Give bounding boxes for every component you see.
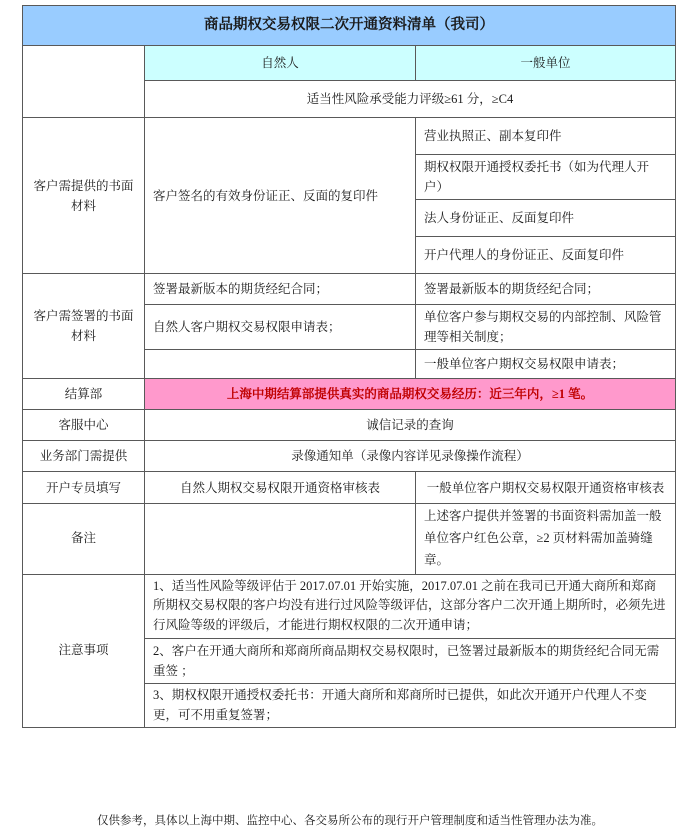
disclaimer-footer: 仅供参考，具体以上海中期、监控中心、各交易所公布的现行开户管理制度和适当性管理办法为准。 <box>97 815 603 827</box>
provide-unit-item: 期权权限开通授权委托书（如为代理人开户） <box>416 155 676 200</box>
provide-unit-item: 开户代理人的身份证正、反面复印件 <box>416 237 676 274</box>
row-label-remark: 备注 <box>23 504 145 575</box>
business-requirement: 录像通知单（录像内容详见录像操作流程） <box>145 441 676 472</box>
requirements-table <box>22 5 676 728</box>
row-label-specialist: 开户专员填写 <box>23 472 145 504</box>
row-label-settlement: 结算部 <box>23 379 145 410</box>
row-label-business: 业务部门需提供 <box>23 441 145 472</box>
header-spacer-cell <box>23 46 145 118</box>
sign-natural-item: 自然人客户期权交易权限申请表； <box>145 305 416 350</box>
row-label-sign: 客户需签署的书面材料 <box>23 274 145 379</box>
specialist-unit-cell: 一般单位客户期权交易权限开通资格审核表 <box>416 472 676 504</box>
sign-unit-item: 单位客户参与期权交易的内部控制、风险管理等相关制度； <box>416 305 676 350</box>
note-item: 2、客户在开通大商所和郑商所商品期权交易权限时，已签署过最新版本的期货经纪合同无需重签 ； <box>145 638 676 683</box>
remark-unit-cell: 上述客户提供并签署的书面资料需加盖一般单位客户红色公章，≥2 页材料需加盖骑缝章。 <box>416 504 676 575</box>
note-item: 3、期权权限开通授权委托书：开通大商所和郑商所时已提供，如此次开通开户代理人不变更，可不用重复签署； <box>145 683 676 728</box>
note-item: 1、适当性风险等级评估于 2017.07.01 开始实施，2017.07.01 之前在我司已开通大商所和郑商所期权交易权限的客户均没有进行过风险等级评估，这部分客户二次开通上期所时，必须先进行风险等级的评级后，才能进行期权权限的二次开通申请； <box>145 574 676 638</box>
provide-unit-item: 营业执照正、副本复印件 <box>416 118 676 155</box>
document-title: 商品期权交易权限二次开通资料清单（我司） <box>23 6 676 46</box>
settlement-requirement: 上海中期结算部提供真实的商品期权交易经历：近三年内，≥1 笔。 <box>145 379 676 410</box>
service-requirement: 诚信记录的查询 <box>145 410 676 441</box>
column-header-natural-person: 自然人 <box>145 46 416 81</box>
provide-natural-person-cell: 客户签名的有效身份证正、反面的复印件 <box>145 118 416 274</box>
row-label-notes: 注意事项 <box>23 574 145 728</box>
specialist-natural-cell: 自然人期权交易权限开通资格审核表 <box>145 472 416 504</box>
suitability-requirement: 适当性风险承受能力评级≥61 分，≥C4 <box>145 81 676 118</box>
sign-unit-item: 一般单位客户期权交易权限申请表； <box>416 350 676 379</box>
row-label-provide: 客户需提供的书面材料 <box>23 118 145 274</box>
sign-unit-item: 签署最新版本的期货经纪合同； <box>416 274 676 305</box>
provide-unit-item: 法人身份证正、反面复印件 <box>416 200 676 237</box>
sign-natural-item <box>145 350 416 379</box>
row-label-service: 客服中心 <box>23 410 145 441</box>
remark-natural-cell <box>145 504 416 575</box>
sign-natural-item: 签署最新版本的期货经纪合同； <box>145 274 416 305</box>
column-header-general-unit: 一般单位 <box>416 46 676 81</box>
